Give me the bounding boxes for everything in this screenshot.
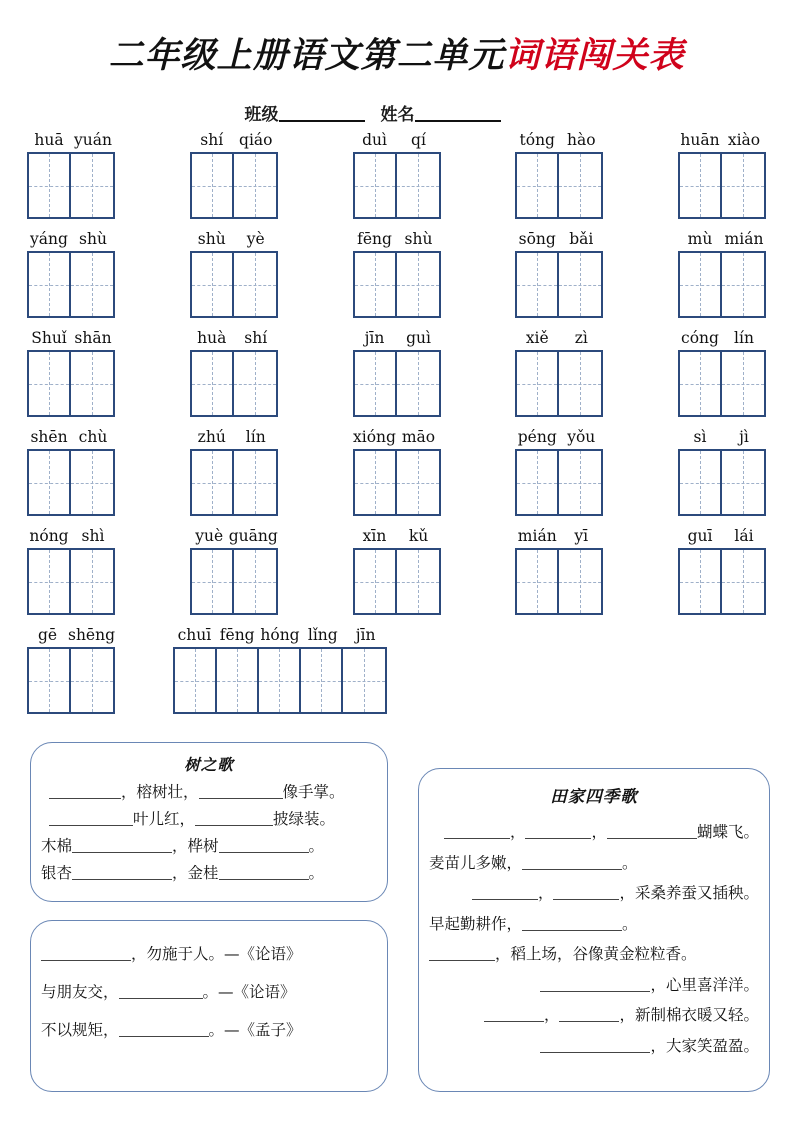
pinyin-syllable: yǒu (567, 428, 596, 446)
line-text: 。 (622, 853, 638, 872)
line-text: ， (537, 884, 554, 902)
pinyin-syllable: qí (411, 131, 426, 149)
tianzige-grid[interactable] (190, 449, 278, 516)
tianzige-grid[interactable] (190, 152, 278, 219)
pinyin-syllable: guāng (228, 527, 278, 545)
pinyin-syllable: gē (37, 626, 58, 644)
tianzige-cell[interactable] (680, 451, 722, 514)
tianzige-cell[interactable] (343, 649, 385, 712)
fill-in-blank[interactable] (522, 855, 622, 870)
tianzige-cell[interactable] (355, 253, 397, 316)
pinyin-syllable: hóng (260, 626, 300, 644)
pinyin-syllable: chù (78, 428, 108, 446)
tianzige-grid[interactable] (27, 449, 115, 516)
tianzige-cell[interactable] (722, 352, 764, 415)
line-text: 像手掌。 (282, 783, 345, 801)
fill-in-blank[interactable] (607, 824, 697, 839)
pinyin-syllable: shān (74, 329, 112, 347)
pinyin-syllable: shí (200, 131, 224, 149)
tianzige-cell[interactable] (517, 550, 559, 613)
quote-line (31, 935, 387, 973)
pinyin-syllable: yáng (30, 230, 68, 248)
tianzige-grid[interactable] (353, 548, 441, 615)
fill-in-blank[interactable] (522, 916, 622, 931)
pinyin-syllable: fēng (219, 626, 255, 644)
word-group (515, 227, 603, 316)
tianzige-cell[interactable] (71, 550, 113, 613)
pinyin-grid-row (0, 326, 793, 415)
pinyin-line (27, 623, 115, 647)
line-text: ，新制棉衣暖又轻。 (619, 1006, 759, 1024)
poem-lines-shu-zhi-ge (31, 779, 387, 887)
tianzige-grid[interactable] (678, 152, 766, 219)
tianzige-cell[interactable] (517, 352, 559, 415)
tianzige-cell[interactable] (175, 649, 217, 712)
pinyin-syllable: sì (693, 428, 707, 446)
poem-line (419, 817, 769, 848)
class-input-blank[interactable] (279, 104, 365, 122)
class-label: 班级 (244, 105, 279, 125)
word-group (353, 524, 441, 613)
page-title-black: 二年级上册语文第二单元 (108, 35, 505, 76)
pinyin-line (353, 425, 441, 449)
word-group (190, 425, 278, 514)
tianzige-grid[interactable] (190, 251, 278, 318)
tianzige-cell[interactable] (722, 451, 764, 514)
tianzige-cell[interactable] (234, 451, 276, 514)
pinyin-syllable: xiào (727, 131, 761, 149)
tianzige-cell[interactable] (192, 550, 234, 613)
pinyin-line (190, 425, 278, 449)
tianzige-cell[interactable] (355, 451, 397, 514)
pinyin-line (515, 425, 603, 449)
pinyin-grid-row (0, 623, 793, 712)
poem-box-tian-jia-si-ji-ge (418, 768, 770, 1092)
poem-line (31, 806, 387, 833)
student-info-line (0, 100, 793, 125)
line-text: ，金桂 (172, 864, 219, 882)
word-group (27, 227, 115, 316)
fill-in-blank[interactable] (199, 784, 283, 799)
tianzige-grid[interactable] (678, 548, 766, 615)
pinyin-line (190, 326, 278, 350)
pinyin-line (353, 227, 441, 251)
line-text: 麦苗儿多嫩， (429, 853, 523, 872)
tianzige-cell[interactable] (234, 154, 276, 217)
pinyin-syllable: yuè (195, 527, 224, 545)
word-group (353, 425, 441, 514)
tianzige-grid[interactable] (678, 251, 766, 318)
pinyin-syllable: hào (566, 131, 596, 149)
line-text: 不以规矩， (41, 1021, 119, 1039)
pinyin-line (27, 227, 115, 251)
tianzige-grid[interactable] (27, 152, 115, 219)
pinyin-line (515, 326, 603, 350)
tianzige-cell[interactable] (355, 550, 397, 613)
pinyin-syllable: mián (517, 527, 557, 545)
line-text: 银杏 (41, 864, 73, 882)
line-text: 。 (622, 914, 638, 933)
word-group (27, 623, 115, 712)
fill-in-blank[interactable] (72, 838, 172, 853)
word-group (678, 524, 766, 613)
word-group (678, 128, 766, 217)
pinyin-grid-section (0, 128, 793, 722)
tianzige-cell[interactable] (217, 649, 259, 712)
tianzige-grid[interactable] (27, 548, 115, 615)
word-group (190, 326, 278, 415)
tianzige-cell[interactable] (71, 154, 113, 217)
line-text: ，勿施于人。—《论语》 (131, 945, 302, 963)
pinyin-syllable: lǐng (307, 626, 338, 644)
tianzige-cell[interactable] (680, 154, 722, 217)
word-group (515, 326, 603, 415)
tianzige-grid[interactable] (27, 350, 115, 417)
quote-line (31, 1011, 387, 1049)
pinyin-syllable: lái (734, 527, 754, 545)
pinyin-syllable: zì (574, 329, 588, 347)
pinyin-syllable: yè (246, 230, 265, 248)
pinyin-syllable: xiě (525, 329, 549, 347)
word-group (27, 326, 115, 415)
pinyin-syllable: yī (574, 527, 589, 545)
word-group (190, 128, 278, 217)
pinyin-syllable: péng (517, 428, 557, 446)
pinyin-line (190, 524, 278, 548)
pinyin-syllable: shēng (67, 626, 115, 644)
fill-in-blank[interactable] (119, 984, 203, 999)
word-group (27, 425, 115, 514)
tianzige-grid[interactable] (515, 251, 603, 318)
pinyin-syllable: bǎi (569, 230, 594, 248)
line-text: ，榕树壮， (121, 783, 199, 801)
tianzige-cell[interactable] (517, 253, 559, 316)
tianzige-cell[interactable] (722, 154, 764, 217)
line-text: ， (591, 823, 607, 841)
poem-line (31, 833, 387, 860)
tianzige-cell[interactable] (29, 253, 71, 316)
pinyin-line (678, 524, 766, 548)
quote-line (31, 973, 387, 1011)
word-group (515, 128, 603, 217)
tianzige-grid[interactable] (515, 152, 603, 219)
line-text: 披绿装。 (273, 810, 336, 828)
pinyin-syllable: sōng (518, 230, 556, 248)
pinyin-line (27, 524, 115, 548)
pinyin-syllable: huā (34, 131, 64, 149)
pinyin-syllable: mù (687, 230, 713, 248)
pinyin-line (353, 524, 441, 548)
line-text: ，桦树 (172, 837, 219, 855)
pinyin-line (678, 128, 766, 152)
fill-in-blank[interactable] (195, 811, 273, 826)
pinyin-line (678, 227, 766, 251)
word-group (678, 425, 766, 514)
pinyin-syllable: shù (404, 230, 433, 248)
box-title-shu-zhi-ge: 树之歌 (184, 755, 234, 774)
pinyin-line (27, 326, 115, 350)
pinyin-syllable: huà (197, 329, 227, 347)
tianzige-cell[interactable] (559, 550, 601, 613)
pinyin-grid-row (0, 227, 793, 316)
word-group (353, 227, 441, 316)
pinyin-syllable: shù (197, 230, 226, 248)
pinyin-line (515, 227, 603, 251)
pinyin-syllable: shí (244, 329, 268, 347)
poem-line (419, 848, 769, 879)
line-text: 与朋友交， (41, 983, 119, 1001)
pinyin-syllable: xīn (362, 527, 387, 545)
poem-line (419, 909, 769, 940)
pinyin-line (353, 128, 441, 152)
pinyin-syllable: chuī (177, 626, 212, 644)
poem-lines-tian-jia-si-ji-ge (419, 817, 769, 1061)
tianzige-cell[interactable] (259, 649, 301, 712)
pinyin-line (27, 128, 115, 152)
line-text: ，心里喜洋洋。 (650, 975, 759, 994)
tianzige-cell[interactable] (29, 649, 71, 712)
pinyin-syllable: lín (245, 428, 266, 446)
poem-line (31, 860, 387, 887)
word-group (27, 524, 115, 613)
poem-box-shu-zhi-ge (30, 742, 388, 902)
pinyin-line (173, 623, 387, 647)
pinyin-grid-row (0, 524, 793, 613)
pinyin-syllable: yuán (74, 131, 112, 149)
pinyin-syllable: duì (362, 131, 387, 149)
word-group (678, 227, 766, 316)
tianzige-cell[interactable] (397, 550, 439, 613)
tianzige-cell[interactable] (517, 451, 559, 514)
tianzige-grid[interactable] (353, 350, 441, 417)
pinyin-grid-row (0, 425, 793, 514)
fill-in-blank[interactable] (525, 824, 591, 839)
pinyin-grid-row (0, 128, 793, 217)
pinyin-syllable: zhú (197, 428, 226, 446)
poem-line (419, 1000, 769, 1031)
tianzige-cell[interactable] (559, 352, 601, 415)
tianzige-cell[interactable] (234, 352, 276, 415)
tianzige-grid[interactable] (515, 350, 603, 417)
line-text: 。 (308, 864, 325, 882)
pinyin-line (678, 326, 766, 350)
tianzige-cell[interactable] (517, 154, 559, 217)
tianzige-cell[interactable] (680, 550, 722, 613)
word-group (515, 524, 603, 613)
tianzige-grid[interactable] (515, 548, 603, 615)
tianzige-cell[interactable] (192, 352, 234, 415)
line-text: 。 (308, 837, 325, 855)
tianzige-grid[interactable] (27, 251, 115, 318)
tianzige-cell[interactable] (71, 253, 113, 316)
line-text: 蝴蝶飞。 (696, 823, 759, 841)
page-title (0, 28, 793, 78)
pinyin-syllable: mián (724, 230, 764, 248)
tianzige-cell[interactable] (559, 253, 601, 316)
tianzige-grid[interactable] (353, 152, 441, 219)
pinyin-line (678, 425, 766, 449)
pinyin-syllable: shì (81, 527, 105, 545)
pinyin-syllable: jì (739, 428, 749, 446)
pinyin-syllable: huān (680, 131, 720, 149)
fill-in-blank[interactable] (553, 885, 619, 900)
tianzige-cell[interactable] (29, 451, 71, 514)
line-text: 早起勤耕作， (429, 914, 523, 933)
pinyin-syllable: xióng (353, 428, 396, 446)
line-text: 叶儿红， (133, 810, 196, 828)
tianzige-cell[interactable] (192, 451, 234, 514)
quote-lines-lunyu (31, 935, 387, 1049)
word-group (353, 128, 441, 217)
name-input-blank[interactable] (415, 104, 501, 122)
pinyin-syllable: nóng (29, 527, 69, 545)
word-group (190, 524, 278, 613)
fill-in-blank[interactable] (472, 885, 538, 900)
tianzige-cell[interactable] (722, 550, 764, 613)
fill-in-blank[interactable] (49, 811, 133, 826)
tianzige-grid[interactable] (515, 449, 603, 516)
poem-line (419, 970, 769, 1001)
fill-in-blank[interactable] (429, 946, 495, 961)
word-group (190, 227, 278, 316)
fill-in-blank[interactable] (41, 946, 131, 961)
tianzige-cell[interactable] (71, 352, 113, 415)
poem-line (419, 1031, 769, 1062)
fill-in-blank[interactable] (484, 1007, 544, 1022)
tianzige-cell[interactable] (355, 154, 397, 217)
fill-in-blank[interactable] (540, 1038, 650, 1053)
tianzige-grid[interactable] (27, 647, 115, 714)
pinyin-syllable: māo (401, 428, 436, 446)
fill-in-blank[interactable] (219, 865, 309, 880)
tianzige-cell[interactable] (234, 550, 276, 613)
tianzige-cell[interactable] (192, 253, 234, 316)
fill-in-blank[interactable] (540, 977, 650, 992)
fill-in-blank[interactable] (444, 824, 510, 839)
pinyin-syllable: jīn (355, 626, 376, 644)
pinyin-line (27, 425, 115, 449)
line-text: ，稻上场，谷像黄金粒粒香。 (495, 945, 697, 963)
name-label: 姓名 (380, 105, 415, 125)
tianzige-cell[interactable] (397, 451, 439, 514)
tianzige-cell[interactable] (397, 253, 439, 316)
tianzige-grid[interactable] (190, 350, 278, 417)
tianzige-grid[interactable] (678, 350, 766, 417)
fill-in-blank[interactable] (49, 784, 121, 799)
tianzige-cell[interactable] (192, 154, 234, 217)
word-group (353, 326, 441, 415)
poem-line (419, 878, 769, 909)
word-group (27, 128, 115, 217)
pinyin-syllable: fēng (357, 230, 392, 248)
box-title-tian-jia-si-ji-ge: 田家四季歌 (550, 787, 638, 806)
tianzige-grid[interactable] (678, 449, 766, 516)
poem-line (419, 939, 769, 970)
pinyin-line (353, 326, 441, 350)
tianzige-grid[interactable] (353, 449, 441, 516)
pinyin-syllable: guī (687, 527, 713, 545)
word-group (515, 425, 603, 514)
tianzige-cell[interactable] (559, 154, 601, 217)
tianzige-cell[interactable] (29, 154, 71, 217)
tianzige-cell[interactable] (29, 352, 71, 415)
pinyin-line (190, 128, 278, 152)
pinyin-syllable: shù (79, 230, 107, 248)
line-text: 木棉 (41, 837, 73, 855)
tianzige-cell[interactable] (559, 451, 601, 514)
line-text: ， (543, 1006, 560, 1024)
line-text: 。—《孟子》 (208, 1021, 302, 1039)
pinyin-syllable: guì (406, 329, 431, 347)
word-group (173, 623, 387, 712)
pinyin-syllable: tóng (519, 131, 555, 149)
tianzige-cell[interactable] (234, 253, 276, 316)
tianzige-cell[interactable] (680, 253, 722, 316)
tianzige-grid[interactable] (190, 548, 278, 615)
pinyin-line (515, 524, 603, 548)
fill-in-blank[interactable] (559, 1007, 619, 1022)
pinyin-line (515, 128, 603, 152)
line-text: 。—《论语》 (202, 983, 296, 1001)
pinyin-line (190, 227, 278, 251)
tianzige-cell[interactable] (29, 550, 71, 613)
page-title-red: 词语闯关表 (504, 35, 685, 76)
tianzige-cell[interactable] (722, 253, 764, 316)
tianzige-cell[interactable] (397, 154, 439, 217)
fill-in-blank[interactable] (119, 1022, 209, 1037)
tianzige-cell[interactable] (680, 352, 722, 415)
pinyin-syllable: kǔ (408, 527, 429, 545)
pinyin-syllable: jīn (364, 329, 385, 347)
tianzige-cell[interactable] (71, 451, 113, 514)
tianzige-grid[interactable] (173, 647, 387, 714)
fill-in-blank[interactable] (219, 838, 309, 853)
line-text: ，采桑养蚕又插秧。 (619, 884, 759, 902)
pinyin-syllable: shēn (30, 428, 68, 446)
quote-box-lunyu (30, 920, 388, 1092)
pinyin-syllable: cóng (681, 329, 719, 347)
tianzige-grid[interactable] (353, 251, 441, 318)
tianzige-cell[interactable] (301, 649, 343, 712)
tianzige-cell[interactable] (71, 649, 113, 712)
tianzige-cell[interactable] (397, 352, 439, 415)
line-text: ， (509, 823, 526, 841)
pinyin-syllable: qiáo (239, 131, 273, 149)
poem-line (31, 779, 387, 806)
line-text: ，大家笑盈盈。 (650, 1036, 759, 1055)
word-group (678, 326, 766, 415)
pinyin-syllable: Shuǐ (31, 329, 67, 347)
tianzige-cell[interactable] (355, 352, 397, 415)
pinyin-syllable: lín (734, 329, 754, 347)
fill-in-blank[interactable] (72, 865, 172, 880)
